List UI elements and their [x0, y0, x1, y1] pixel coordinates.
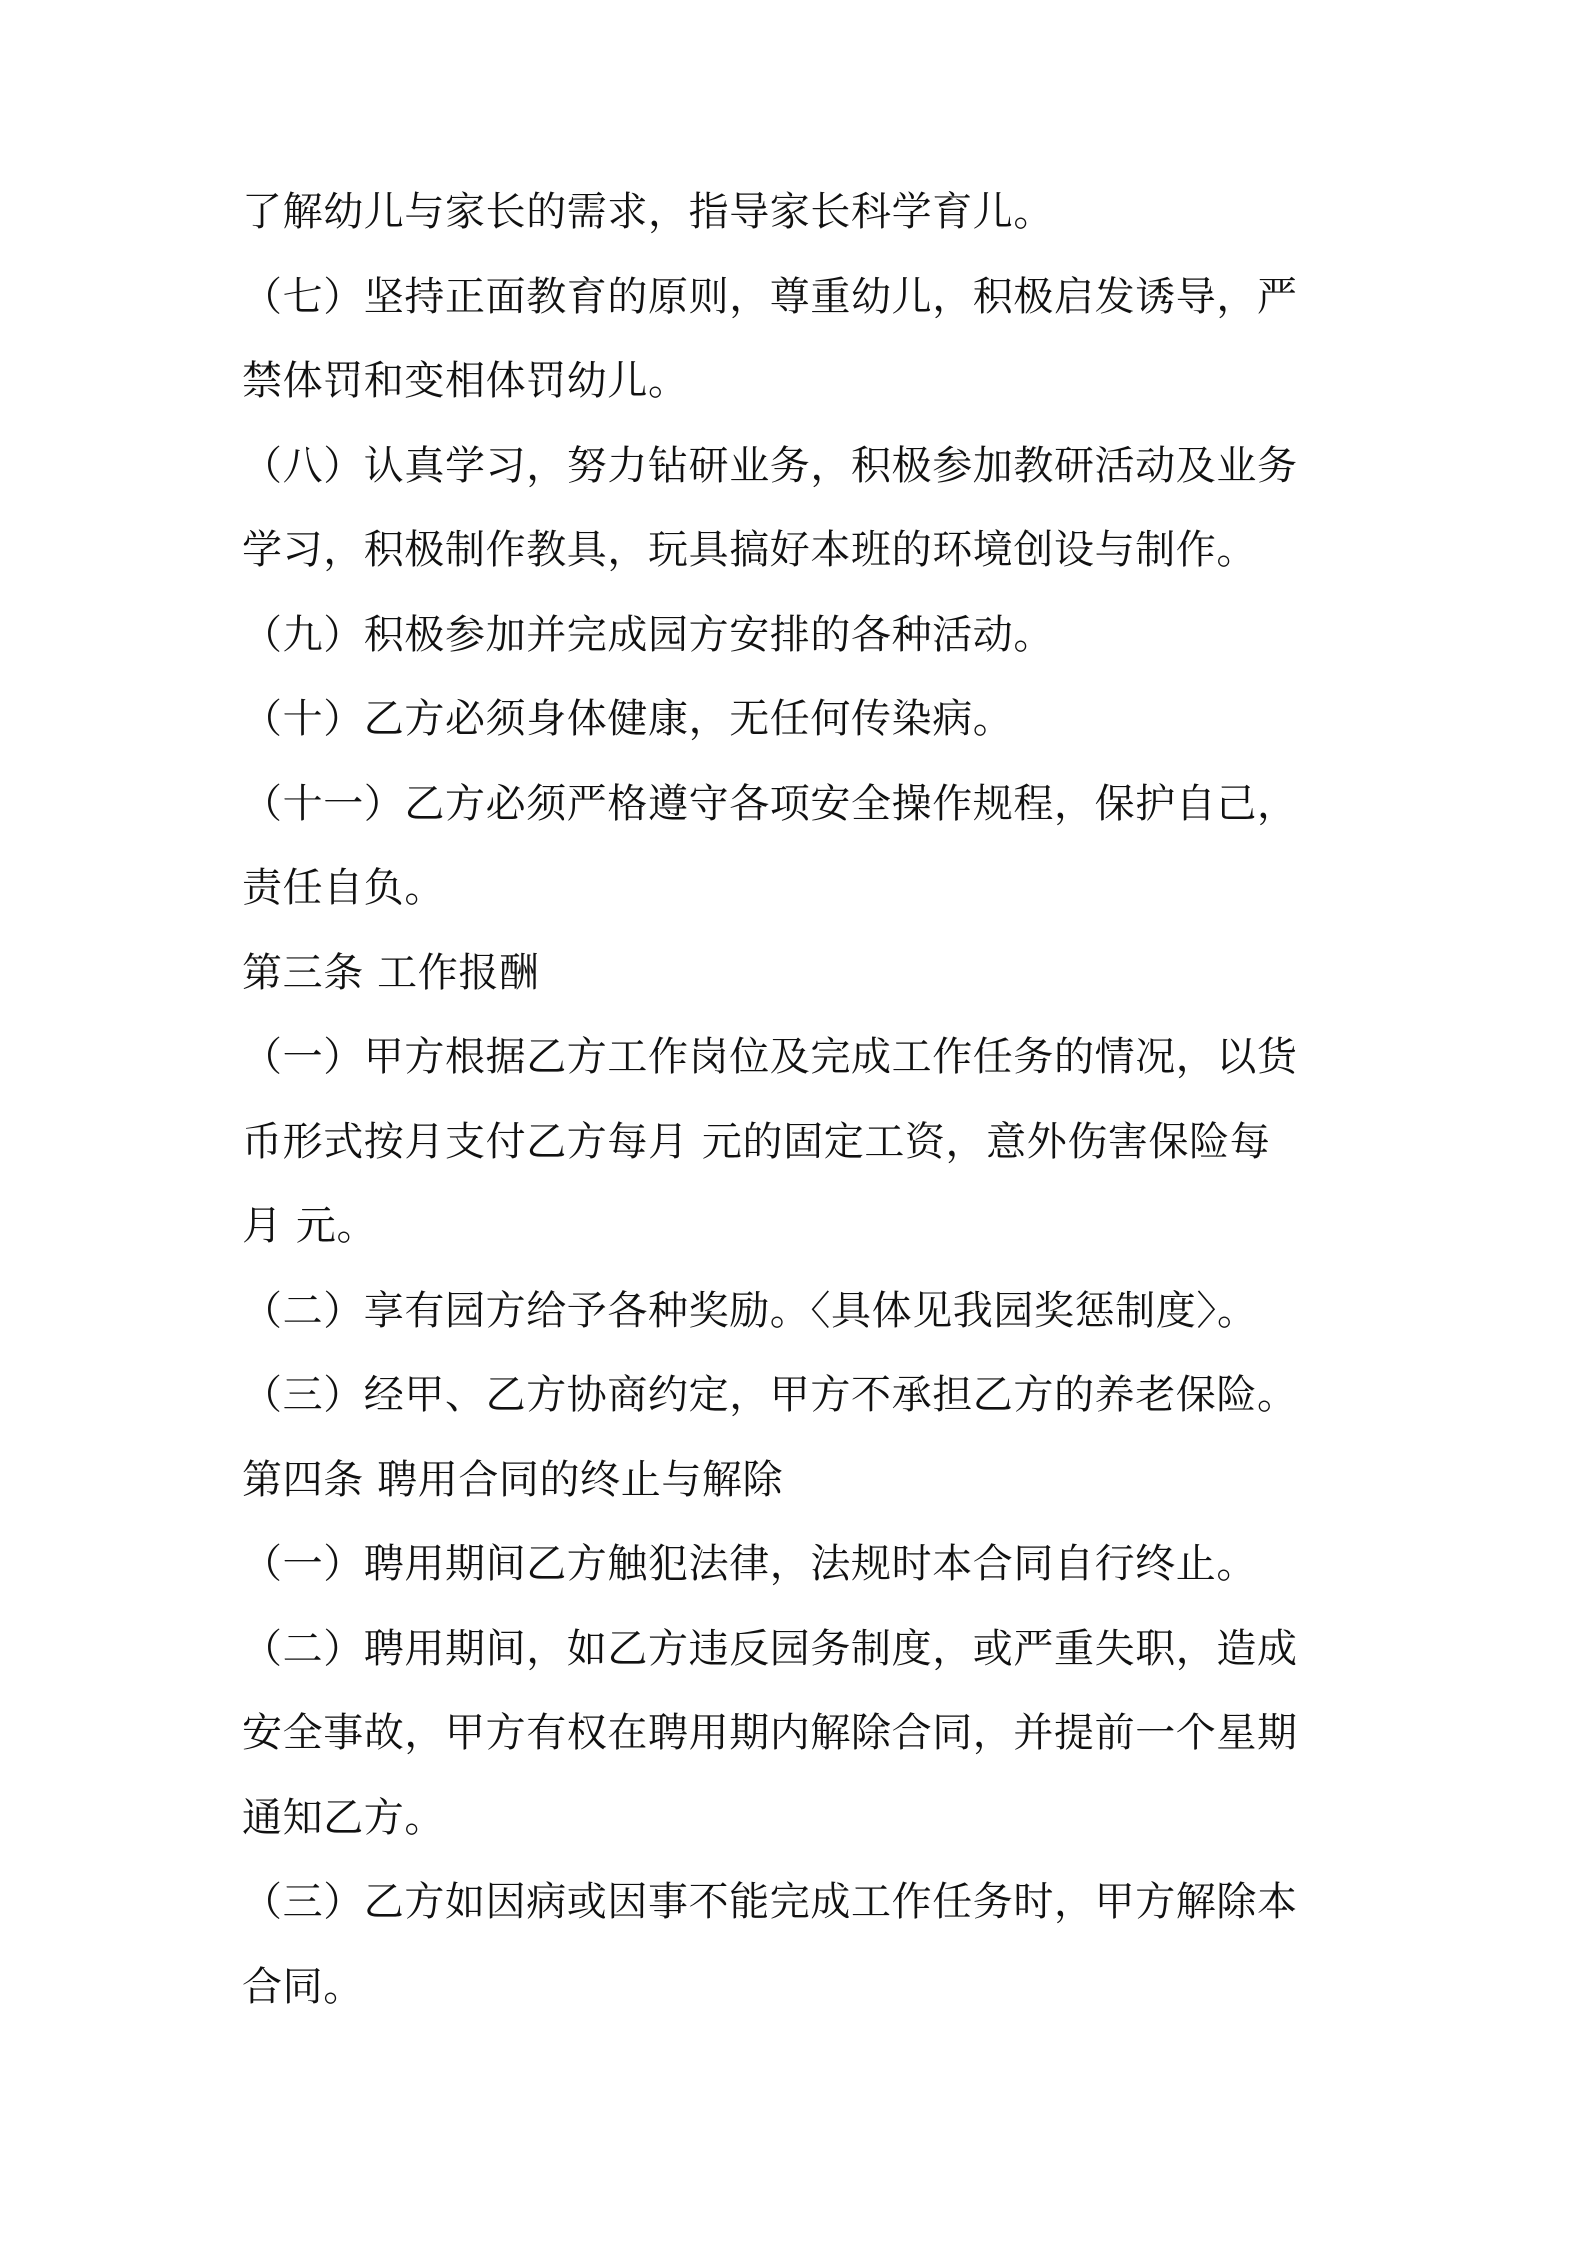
section-heading: 第四条 聘用合同的终止与解除: [242, 1456, 784, 1503]
text-line: （三）乙方如因病或因事不能完成工作任务时，甲方解除本: [242, 1879, 1298, 1925]
text-line: （二）享有园方给予各种奖励。〈具体见我园奖惩制度〉。: [242, 1287, 1258, 1334]
text-line: （九）积极参加并完成园方安排的各种活动。: [242, 611, 1054, 658]
text-line: 了解幼儿与家长的需求，指导家长科学育儿。: [242, 189, 1054, 235]
section-heading: 第三条 工作报酬: [242, 949, 540, 996]
text-line: （七）坚持正面教育的原则，尊重幼儿，积极启发诱导，严: [242, 273, 1298, 320]
text-line: 月 元。: [242, 1203, 378, 1249]
text-line: （十一）乙方必须严格遵守各项安全操作规程，保护自己，: [242, 780, 1298, 827]
text-line: （二）聘用期间，如乙方违反园务制度，或严重失职，造成: [242, 1625, 1298, 1672]
text-line: 学习，积极制作教具，玩具搞好本班的环境创设与制作。: [242, 527, 1257, 573]
text-line: （八）认真学习，努力钻研业务，积极参加教研活动及业务: [242, 442, 1298, 489]
text-line: （十）乙方必须身体健康，无任何传染病。: [242, 696, 1014, 742]
text-line: 合同。: [242, 1963, 364, 2010]
text-line: （一）聘用期间乙方触犯法律，法规时本合同自行终止。: [242, 1541, 1257, 1587]
text-line: 禁体罚和变相体罚幼儿。: [242, 358, 689, 404]
text-line: 责任自负。: [242, 865, 445, 911]
text-line: 通知乙方。: [242, 1794, 445, 1841]
document-body: [242, 188, 1362, 2047]
text-line: （一）甲方根据乙方工作岗位及完成工作任务的情况，以货: [242, 1034, 1298, 1080]
text-line: 安全事故，甲方有权在聘用期内解除合同，并提前一个星期: [242, 1710, 1298, 1756]
text-line: （三）经甲、乙方协商约定，甲方不承担乙方的养老保险。: [242, 1372, 1298, 1418]
text-line: 币形式按月支付乙方每月 元的固定工资，意外伤害保险每: [242, 1118, 1271, 1165]
